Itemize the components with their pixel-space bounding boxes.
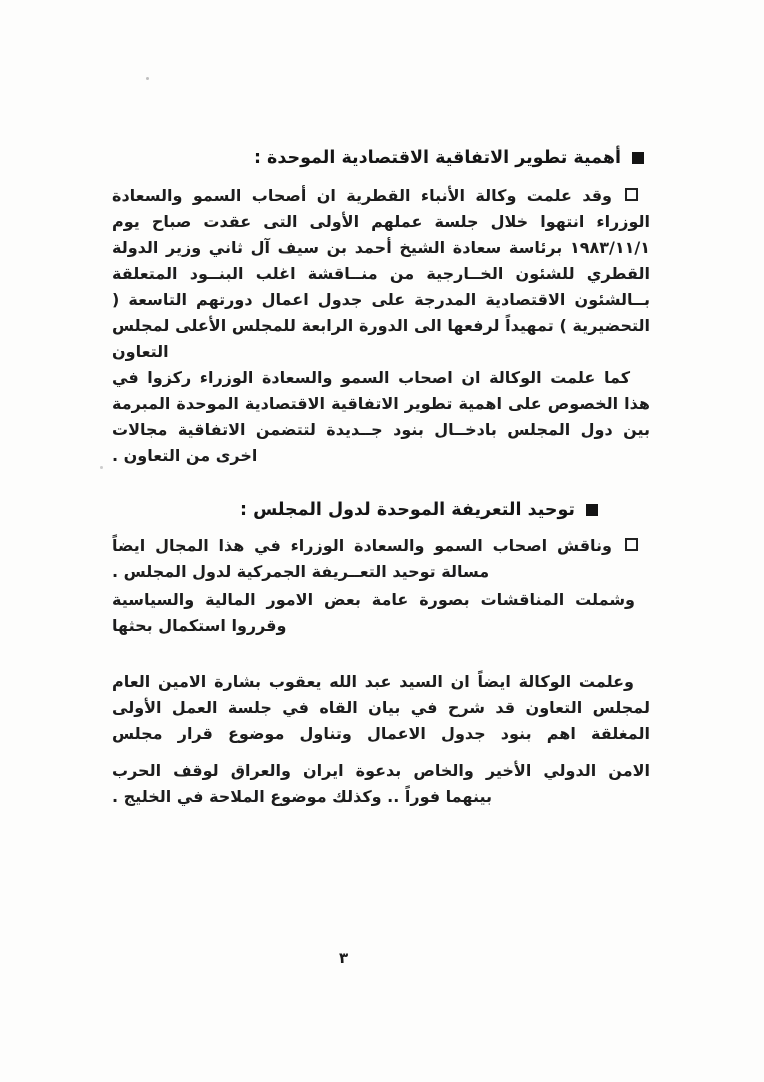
paragraph-agreement-development — [112, 365, 650, 469]
paragraph-text: وعلمت الوكالة ايضاً ان السيد عبد الله يعقوب بشارة الامين العام لمجلس التعاون قد شرح في بيان القاه في جلسة العمل الأولى المغلقة اهم بنود جدول الاعمال وتناول موضوع قرار مجلس — [112, 672, 650, 743]
paragraph-financial-political-matters — [112, 587, 650, 639]
section-heading-text: توحيد التعريفة الموحدة لدول المجلس : — [240, 500, 575, 520]
section-heading-unified-tariff — [112, 498, 650, 522]
page-number: ٣ — [339, 949, 349, 967]
paragraph-customs-tariff — [112, 533, 650, 585]
paragraph-secretary-general-statement — [112, 669, 650, 747]
paragraph-text: الامن الدولي الأخير والخاص بدعوة ايران والعراق لوقف الحرب بينهما فوراً .. وكذلك موضوع الملاحة في الخليج . — [112, 761, 650, 806]
paragraph-security-council-gulf-navigation — [112, 758, 650, 810]
filled-square-bullet-icon — [586, 504, 598, 516]
open-square-bullet-icon — [625, 538, 638, 551]
document-text-column — [112, 0, 650, 810]
paragraph-text: وشملت المناقشات بصورة عامة بعض الامور المالية والسياسية وقرروا استكمال بحثها — [112, 590, 635, 635]
section-heading-text: أهمية تطوير الاتفاقية الاقتصادية الموحدة : — [253, 148, 621, 168]
scan-speck — [100, 466, 103, 469]
scan-speck — [146, 77, 149, 80]
section-heading-unified-economic-agreement — [112, 146, 650, 170]
paragraph-text: وناقش اصحاب السمو والسعادة الوزراء في هذا المجال ايضاً مسالة توحيد التعــريفة الجمركية لدول المجلس . — [112, 536, 612, 581]
paragraph-text: وقد علمت وكالة الأنباء القطرية ان أصحاب السمو والسعادة الوزراء انتهوا خلال جلسة عملهم الأولى التى عقدت صباح يوم ١٩٨٣/١١/١ برئاسة سعادة الشيخ أحمد بن سيف آل ثاني وزير الدولة القطري للشئون الخــارجية من منــاقشة اغلب البنــود المتعلقة بــالشئون الاقتصادية المدرجة على جدول اعمال دورتهم التاسعة ( التحضيرية ) تمهيداً لرفعها الى الدورة الرابعة للمجلس الأعلى لمجلس التعاون — [112, 186, 650, 361]
filled-square-bullet-icon — [632, 152, 644, 164]
paragraph-qna-report — [112, 183, 650, 365]
open-square-bullet-icon — [625, 188, 638, 201]
paragraph-text: كما علمت الوكالة ان اصحاب السمو والسعادة الوزراء ركزوا في هذا الخصوص على اهمية تطوير الاتفاقية الاقتصادية الموحدة المبرمة بين دول المجلس بادخــال بنود جــديدة لتتضمن الاتفاقية مجالات اخرى من التعاون . — [112, 368, 650, 465]
